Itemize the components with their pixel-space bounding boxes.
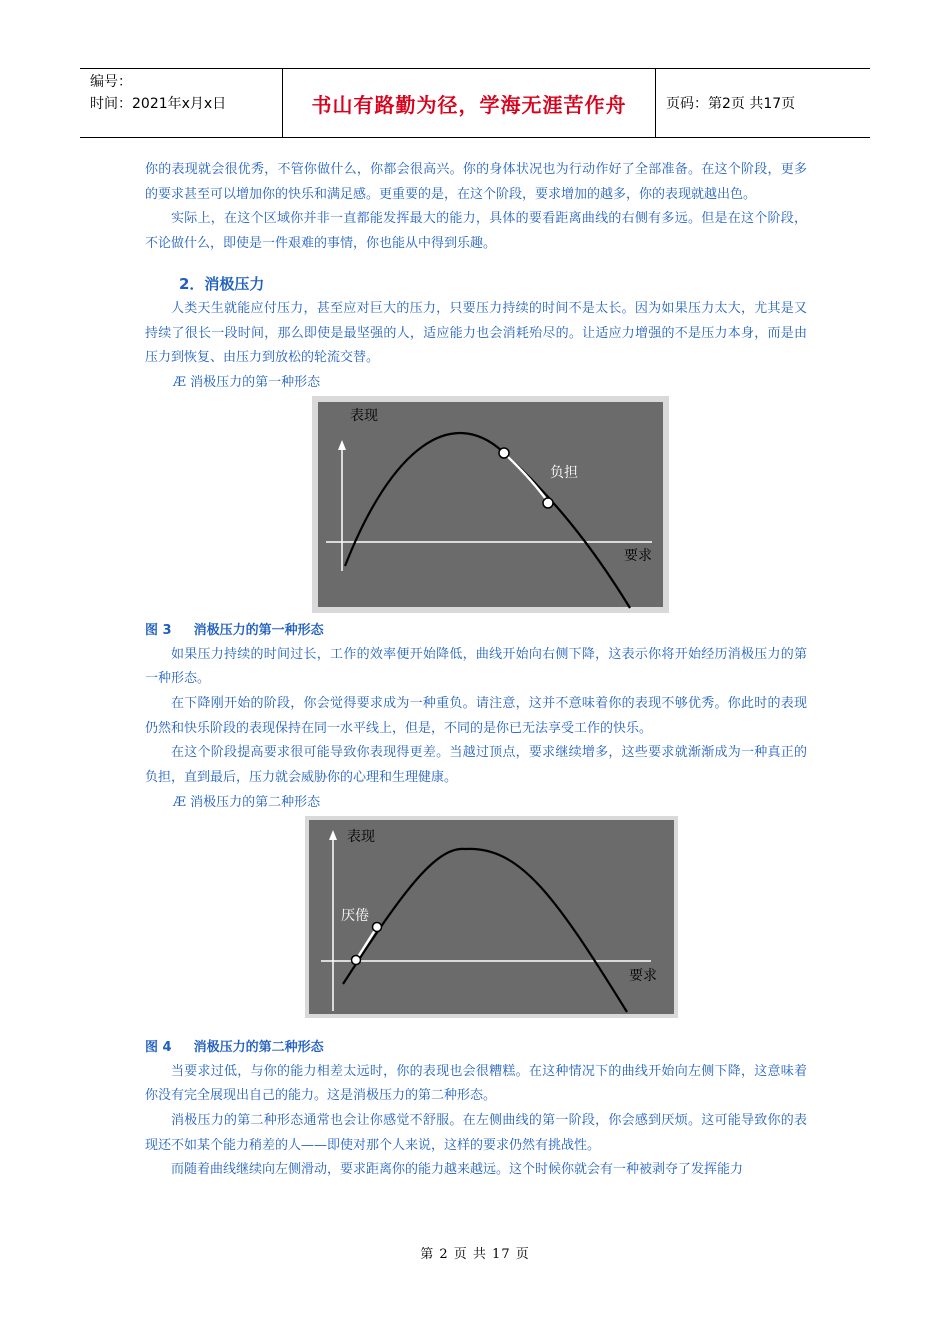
paragraph: 而随着曲线继续向左侧滑动，要求距离你的能力越来越远。这个时候你就会有一种被剥夺了发挥能力 <box>171 1162 744 1178</box>
annotation-label: 负担 <box>550 464 578 481</box>
paragraph: 实际上，在这个区域你并非一直都能发挥最大的能力，具体的要看距离曲线的右侧有多远。但是在这个阶段，不论做什么，即使是一件艰难的事情，你也能从中得到乐趣。 <box>145 211 807 252</box>
y-axis-label: 表现 <box>347 828 375 845</box>
figure-background <box>318 402 663 607</box>
paragraph: 消极压力的第二种形态通常也会让你感觉不舒服。在左侧曲线的第一阶段，你会感到厌烦。这可能导致你的表现还不如某个能力稍差的人——即使对那个人来说，这样的要求仍然有挑战性。 <box>145 1112 807 1153</box>
curve-point <box>373 922 382 931</box>
page-footer: 第 2 页 共 17 页 <box>420 1247 530 1262</box>
caption-number: 图 3 <box>145 622 172 638</box>
header-motto: 书山有路勤为径，学海无涯苦作舟 <box>282 69 656 137</box>
date-label: 时间：2021年x月x日 <box>90 96 227 112</box>
figure-1-caption <box>145 619 807 643</box>
figure-1-graph <box>312 396 669 613</box>
figure-2-caption <box>145 1036 807 1060</box>
paragraph: 在下降刚开始的阶段，你会觉得要求成为一种重负。请注意，这并不意味着你的表现不够优秀。你此时的表现仍然和快乐阶段的表现保持在同一水平线上，但是，不同的是你已无法享受工作的快乐。 <box>145 696 807 736</box>
section-title: 2．消极压力 <box>179 274 265 293</box>
curve-point <box>352 955 361 964</box>
curve-point <box>499 448 509 458</box>
paragraph: 你的表现就会很优秀，不管你做什么，你都会很高兴。你的身体状况也为行动作好了全部准备。在这个阶段，更多的要求甚至可以增加你的快乐和满足感。更重要的是，在这个阶段，要求增加的越多，你的表现就越出色。 <box>145 162 807 202</box>
paragraph: 当要求过低，与你的能力相差太远时，你的表现也会很糟糕。在这种情况下的曲线开始向左侧下降，这意味着你没有完全展现出自己的能力。这是消极压力的第二种形态。 <box>145 1063 807 1104</box>
figure-2 <box>305 816 678 1018</box>
figure-label: Æ 消极压力的第一种形态 <box>173 374 321 390</box>
header-meta <box>80 69 282 137</box>
figure-1 <box>312 396 669 613</box>
paragraph: 在这个阶段提高要求很可能导致你表现得更差。当越过顶点，要求继续增多，这些要求就渐渐成为一种真正的负担，直到最后，压力就会威胁你的心理和生理健康。 <box>145 745 807 786</box>
number-label: 编号： <box>90 74 132 90</box>
figure-2-graph <box>305 816 678 1018</box>
annotation-label: 厌倦 <box>341 907 369 924</box>
document-body <box>145 158 807 1183</box>
page-header <box>80 68 870 138</box>
x-axis-label: 要求 <box>624 547 652 564</box>
x-axis-label: 要求 <box>629 967 657 984</box>
caption-number: 图 4 <box>145 1039 172 1055</box>
paragraph: 人类天生就能应付压力，甚至应对巨大的压力，只要压力持续的时间不是太长。因为如果压力太大，尤其是又持续了很长一段时间，那么即使是最坚强的人，适应能力也会消耗殆尽的。让适应力增强的不是压力本身，而是由压力到恢复、由压力到放松的轮流交替。 <box>145 300 807 366</box>
y-axis-label: 表现 <box>350 407 378 424</box>
figure-label: Æ 消极压力的第二种形态 <box>173 794 321 810</box>
header-page-info: 页码：第2页 共17页 <box>666 96 796 112</box>
paragraph: 如果压力持续的时间过长，工作的效率便开始降低，曲线开始向右侧下降，这表示你将开始经历消极压力的第一种形态。 <box>145 646 807 687</box>
caption-text: 消极压力的第二种形态 <box>193 1039 324 1055</box>
caption-text: 消极压力的第一种形态 <box>193 622 324 638</box>
curve-point <box>543 498 553 508</box>
